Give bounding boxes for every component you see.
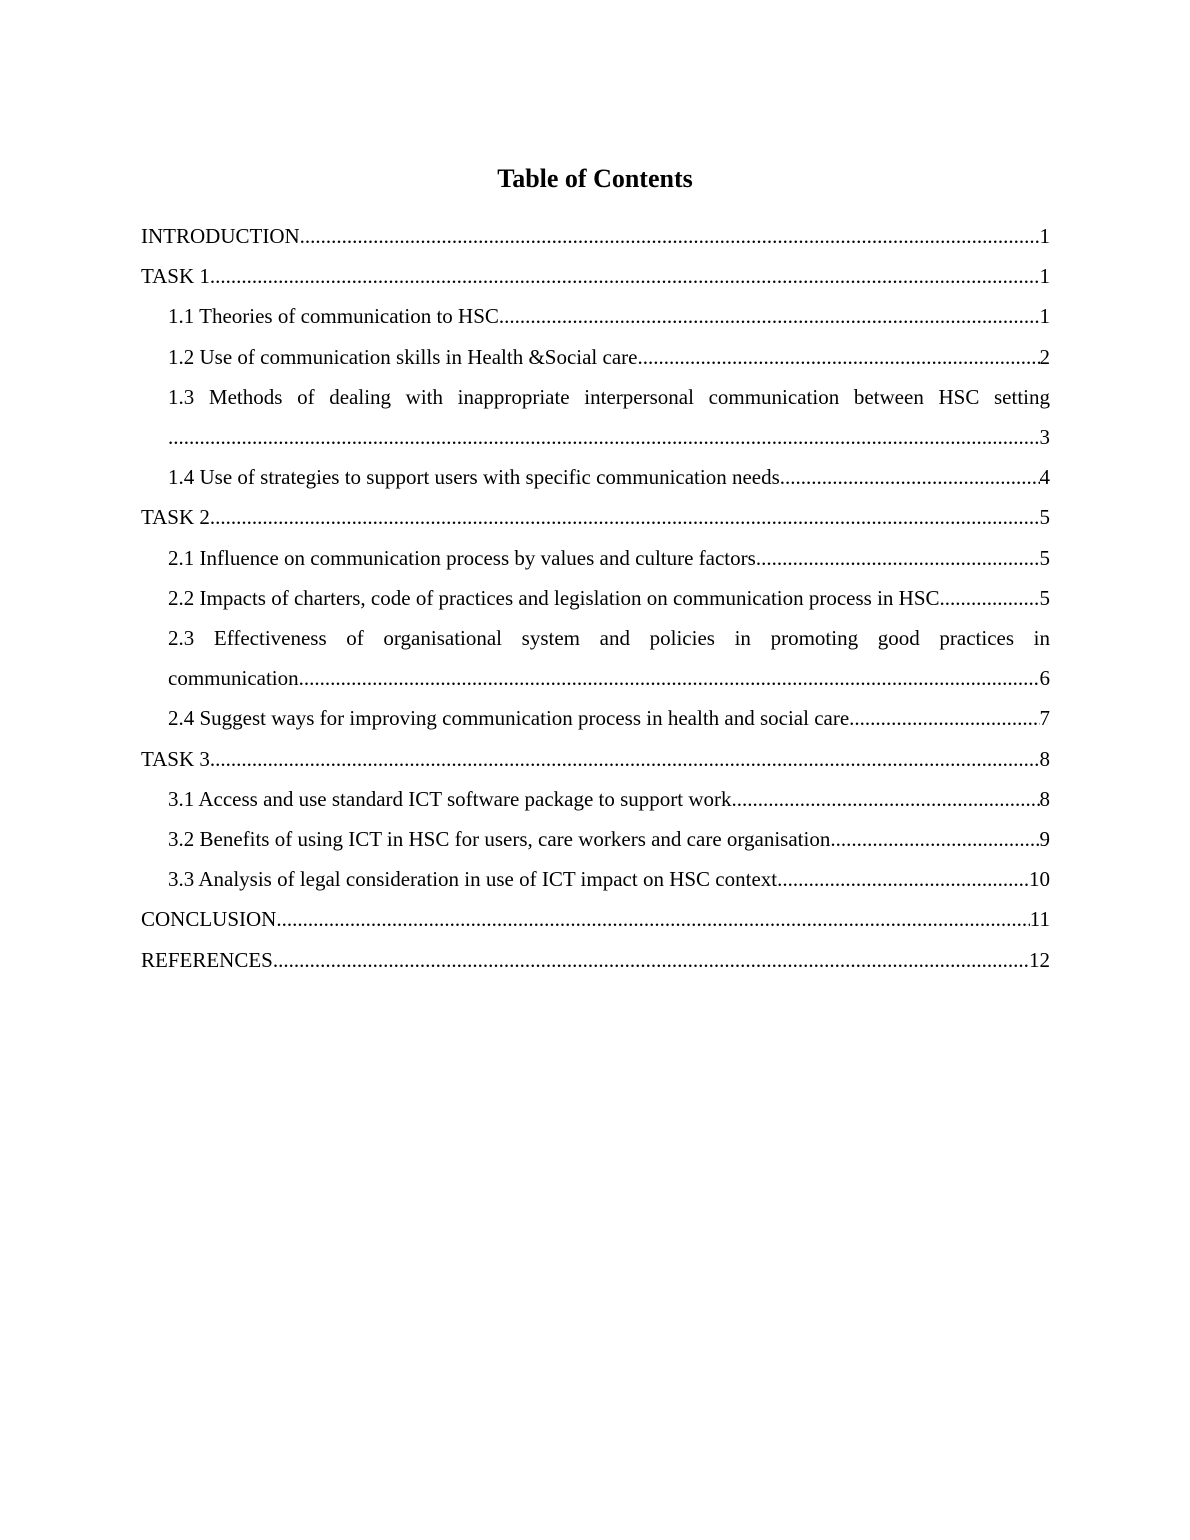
- toc-entry-label: 2.4 Suggest ways for improving communication process in health and social care: [168, 706, 850, 731]
- toc-entry-page: 1: [1039, 304, 1050, 329]
- toc-entry-page: 8: [1039, 746, 1050, 771]
- toc-entry-page: 1: [1039, 224, 1050, 248]
- toc-entry-label: TASK 1: [141, 264, 210, 289]
- toc-entry-1-3[interactable]: [168, 377, 1050, 457]
- toc-entry-page: 4: [1039, 465, 1050, 490]
- toc-entry-3-2[interactable]: [168, 819, 1050, 859]
- toc-entry-label: TASK 3: [141, 746, 210, 771]
- dot-leader: [210, 739, 1040, 779]
- toc-entry-introduction[interactable]: [141, 216, 1050, 256]
- toc-entry-label-line2: communication: [168, 666, 299, 691]
- toc-entry-label: 3.1 Access and use standard ICT software package to support work: [168, 786, 732, 811]
- toc-entry-3-1[interactable]: [168, 779, 1050, 819]
- toc-entry-label: 2.1 Influence on communication process by values and culture factors: [168, 545, 756, 570]
- dot-leader: [168, 417, 1040, 457]
- dot-leader: [210, 256, 1040, 296]
- dot-leader: [849, 698, 1039, 738]
- toc-entry-conclusion[interactable]: [141, 899, 1050, 939]
- toc-entry-page: 1: [1039, 264, 1050, 289]
- dot-leader: [756, 538, 1040, 578]
- toc-entry-1-2[interactable]: [168, 337, 1050, 377]
- toc-entry-label: 1.1 Theories of communication to HSC: [168, 304, 499, 329]
- toc-entry-page: 8: [1039, 786, 1050, 811]
- toc-entry-2-4[interactable]: [168, 698, 1050, 738]
- toc-entry-label: 1.3 Methods of dealing with inappropriate interpersonal communication between HSC setting: [168, 384, 1050, 409]
- dot-leader: [300, 216, 1040, 256]
- toc-entry-task-3[interactable]: [141, 739, 1050, 779]
- toc-entry-label: 1.4 Use of strategies to support users with specific communication needs: [168, 465, 780, 490]
- toc-entry-page: 6: [1039, 666, 1050, 691]
- dot-leader: [299, 658, 1040, 698]
- toc-entry-label: 3.3 Analysis of legal consideration in use of ICT impact on HSC context: [168, 867, 778, 892]
- toc-entry-references[interactable]: [141, 940, 1050, 980]
- toc-entry-1-1[interactable]: [168, 296, 1050, 336]
- dot-leader: [777, 859, 1029, 899]
- dot-leader: [499, 296, 1040, 336]
- toc-entry-task-2[interactable]: [141, 497, 1050, 537]
- toc-entry-page: 5: [1039, 505, 1050, 530]
- toc-entry-page: 3: [1039, 425, 1050, 450]
- toc-entry-2-1[interactable]: [168, 538, 1050, 578]
- toc-entry-label: 1.2 Use of communication skills in Health &Social care: [168, 344, 638, 369]
- toc-entry-label: 2.3 Effectiveness of organisational system and policies in promoting good practices in: [168, 626, 1050, 651]
- toc-entry-label: CONCLUSION: [141, 907, 277, 932]
- dot-leader: [830, 819, 1039, 859]
- dot-leader: [732, 779, 1040, 819]
- dot-leader: [210, 497, 1040, 537]
- toc-entry-label: REFERENCES: [141, 947, 273, 972]
- toc-entry-label: TASK 2: [141, 505, 210, 530]
- toc-entry-label: 2.2 Impacts of charters, code of practices and legislation on communication process in HSC.: [168, 585, 945, 610]
- toc-entry-label: INTRODUCTION: [141, 224, 300, 248]
- dot-leader: [780, 457, 1040, 497]
- toc-entry-3-3[interactable]: [168, 859, 1050, 899]
- toc-entry-page: 2: [1039, 344, 1050, 369]
- toc-entry-page: 11: [1029, 907, 1050, 932]
- toc-entry-page: 5: [1039, 545, 1050, 570]
- toc-entry-page: 9: [1039, 827, 1050, 852]
- toc-entry-page: 5: [1039, 585, 1050, 610]
- toc-entry-page: 10: [1029, 867, 1050, 892]
- toc-entry-page: 12: [1029, 947, 1050, 972]
- toc-entry-2-2[interactable]: [168, 578, 1050, 618]
- toc-entry-task-1[interactable]: [141, 256, 1050, 296]
- table-of-contents: [141, 216, 1050, 980]
- toc-entry-label: 3.2 Benefits of using ICT in HSC for users, care workers and care organisation: [168, 827, 831, 852]
- toc-entry-2-3[interactable]: [168, 618, 1050, 698]
- dot-leader: [637, 337, 1039, 377]
- dot-leader: [273, 940, 1029, 980]
- dot-leader: [276, 899, 1029, 939]
- toc-entry-page: 7: [1039, 706, 1050, 731]
- toc-title: Table of Contents: [497, 164, 693, 193]
- toc-entry-1-4[interactable]: [168, 457, 1050, 497]
- dot-leader: [945, 578, 1040, 618]
